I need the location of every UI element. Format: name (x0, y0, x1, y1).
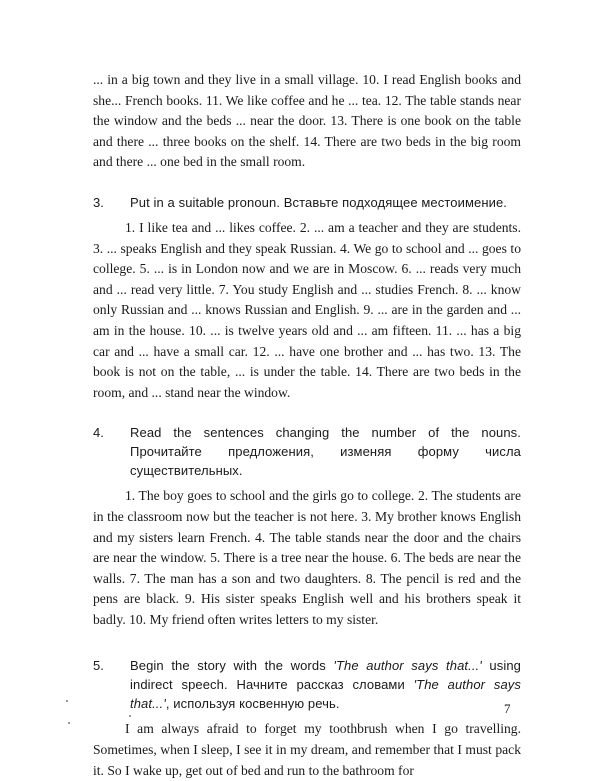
instruction-part: , используя косвенную речь. (165, 696, 340, 712)
page-number: 7 (504, 701, 511, 716)
exercise-5-number: 5. (93, 658, 104, 674)
page-body (93, 70, 521, 781)
instruction-italic-phrase: 'The author says that...' (130, 677, 521, 712)
exercise-3-heading (93, 193, 521, 212)
exercise-5-heading (93, 656, 521, 713)
instruction-part: Begin the story with the words (130, 658, 334, 674)
exercise-3-text: 1. I like tea and ... likes coffee. 2. ... am a teacher and they are students. 3. ... speaks English and they speak Russian. 4. We go to school and ... goes to college. 5. ... is in London now and we are in Moscow. 6. ... reads very much and ... read very little. 7. You study English and ... studies French. 8. ... know only Russian and ... knows Russian and English. 9. ... are in the garden and ... am in the house. 10. ... is twelve years old and ... am fifteen. 11. ... has a big car and ... have a small car. 12. ... have one brother and ... has two. 13. The book is not on the table, ... is under the table. 14. There are two beds in the room, and ... stand near the window. (93, 219, 521, 400)
continuation-paragraph: ... in a big town and they live in a small village. 10. I read English books and she... French books. 11. We like coffee and he ... tea. 12. The table stands near the window and the beds ... near the door. 13. There is one book on the table and there ... three books on the shelf. 14. There are two beds in the big room and there ... one bed in the small room. (93, 72, 521, 170)
exercise-4-number: 4. (93, 425, 104, 441)
scan-speck (129, 715, 131, 717)
exercise-3-instruction: Put in a suitable pronoun. Вставьте подходящее местоимение. (130, 194, 508, 210)
scan-speck (66, 700, 68, 702)
instruction-italic-phrase: 'The author says that...' (333, 658, 482, 674)
exercise-4-instruction: Read the sentences changing the number of the nouns. Прочитайте предложения, изменяя форму числа существительных. (130, 425, 521, 479)
exercise-3-number: 3. (93, 194, 104, 210)
exercise-5-text: I am always afraid to forget my toothbrush when I go travelling. Sometimes, when I sleep, I see it in my dream, and remember that I must pack it. So I wake up, get out of bed and run to the bathroom for (93, 721, 521, 778)
instruction-part: using indirect speech. Начните рассказ словами (130, 658, 521, 693)
scan-speck (68, 722, 70, 724)
exercise-4-text: 1. The boy goes to school and the girls go to college. 2. The students are in the classroom now but the teacher is not here. 3. My brother knows English and my sisters learn French. 4. The table stands near the door and the chairs are near the window. 5. There is a tree near the house. 6. The beds are near the walls. 7. The man has a son and two daughters. 8. The pencil is red and the pens are black. 9. His sister speaks English well and his brothers speak it badly. 10. My friend often writes letters to my sister. (93, 488, 521, 627)
exercise-5-instruction (130, 656, 521, 713)
exercise-4-heading (93, 423, 521, 480)
